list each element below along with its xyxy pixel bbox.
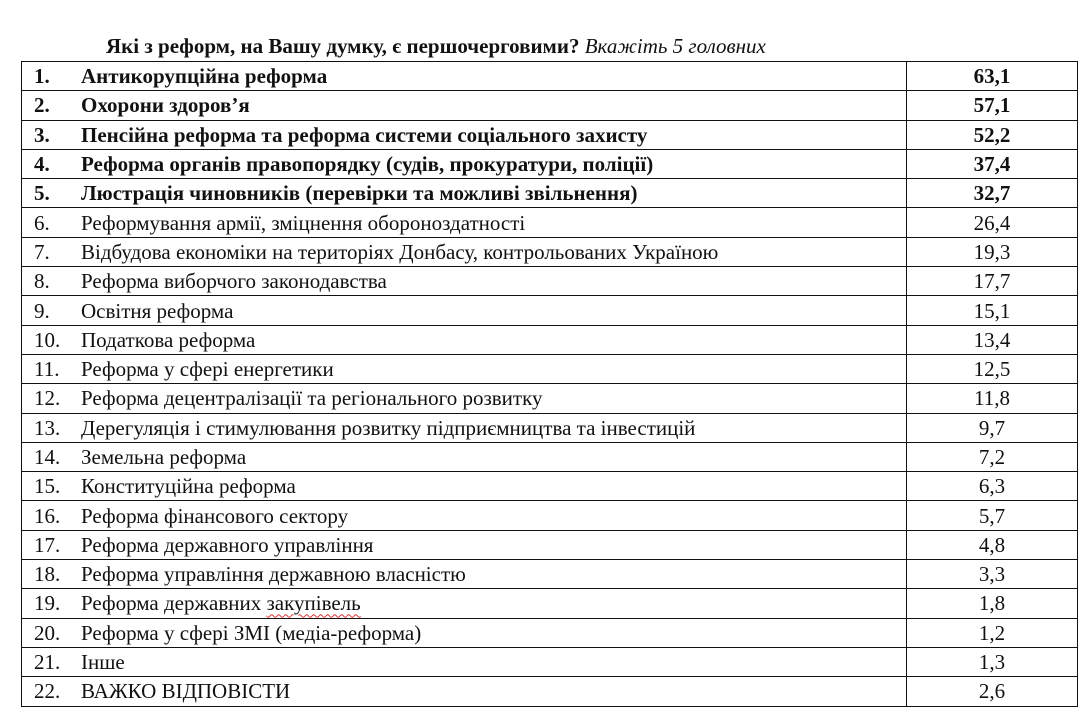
row-number: 20. <box>34 620 61 645</box>
row-number: 14. <box>34 445 61 469</box>
reform-label: ВАЖКО ВІДПОВІСТИ <box>81 679 291 704</box>
row-number: 12. <box>34 386 61 411</box>
reform-label: Інше <box>81 650 125 675</box>
row-number: 2. <box>34 93 50 118</box>
percent-value: 19,3 <box>907 237 1078 266</box>
reform-label: Реформа державного управління <box>81 532 374 557</box>
percent-value: 1,2 <box>907 618 1078 647</box>
reform-label: Реформа фінансового сектору <box>81 503 349 528</box>
reform-label: Пенсійна реформа та реформа системи соціального захисту <box>81 122 648 147</box>
percent-value: 4,8 <box>907 530 1078 559</box>
table-row <box>22 120 1078 149</box>
table-row <box>22 501 1078 530</box>
survey-instruction: Вкажіть 5 головних <box>584 34 766 58</box>
reform-label: Реформа у сфері енергетики <box>81 357 334 382</box>
table-row <box>22 618 1078 647</box>
percent-value: 9,7 <box>907 413 1078 442</box>
row-number: 19. <box>34 591 61 616</box>
percent-value: 15,1 <box>907 296 1078 325</box>
row-number: 3. <box>34 122 50 147</box>
reform-label: Податкова реформа <box>81 327 256 352</box>
table-row <box>22 267 1078 296</box>
reform-label: Дерегуляція і стимулювання розвитку підприємництва та інвестицій <box>81 415 696 440</box>
percent-value: 7,2 <box>907 442 1078 471</box>
percent-value: 26,4 <box>907 208 1078 237</box>
reform-label: Відбудова економіки на територіях Донбасу, контрольованих Україною <box>81 239 719 264</box>
table-row <box>22 325 1078 354</box>
reform-label: Реформування армії, зміцнення обороноздатності <box>81 210 526 235</box>
row-number: 8. <box>34 269 50 294</box>
percent-value: 2,6 <box>907 677 1078 706</box>
table-row <box>22 589 1078 618</box>
reform-label <box>81 591 361 615</box>
percent-value: 57,1 <box>907 91 1078 120</box>
reform-label: Конституційна реформа <box>81 474 296 499</box>
percent-value: 37,4 <box>907 149 1078 178</box>
table-row <box>22 442 1078 471</box>
row-number: 11. <box>34 357 60 382</box>
percent-value: 1,8 <box>907 589 1078 618</box>
table-row <box>22 472 1078 501</box>
reform-label: Реформа виборчого законодавства <box>81 269 387 294</box>
table-title <box>106 33 766 59</box>
reform-label: Реформа у сфері ЗМІ (медіа-реформа) <box>81 620 422 645</box>
row-number: 18. <box>34 562 61 587</box>
table-row <box>22 677 1078 706</box>
row-number: 7. <box>34 239 50 264</box>
reform-label: Охорони здоров’я <box>81 93 250 118</box>
table-row <box>22 530 1078 559</box>
reform-label: Реформа децентралізації та регіонального розвитку <box>81 386 543 411</box>
table-row <box>22 91 1078 120</box>
table-row <box>22 384 1078 413</box>
table-row <box>22 149 1078 178</box>
table-row <box>22 179 1078 208</box>
table-row <box>22 237 1078 266</box>
reform-label-prefix: Реформа державних <box>81 591 267 616</box>
percent-value: 12,5 <box>907 354 1078 383</box>
percent-value: 32,7 <box>907 179 1078 208</box>
percent-value: 1,3 <box>907 647 1078 676</box>
percent-value: 52,2 <box>907 120 1078 149</box>
row-number: 13. <box>34 415 61 440</box>
row-number: 22. <box>34 679 61 704</box>
percent-value: 63,1 <box>907 62 1078 91</box>
table-row <box>22 354 1078 383</box>
row-number: 5. <box>34 181 50 206</box>
table-row <box>22 296 1078 325</box>
percent-value: 11,8 <box>907 384 1078 413</box>
reform-label: Люстрація чиновників (перевірки та можливі звільнення) <box>81 181 638 206</box>
percent-value: 5,7 <box>907 501 1078 530</box>
reforms-table <box>21 61 1078 707</box>
row-number: 4. <box>34 152 50 177</box>
percent-value: 13,4 <box>907 325 1078 354</box>
row-number: 17. <box>34 532 61 557</box>
reform-label: Освітня реформа <box>81 298 234 323</box>
table-row <box>22 208 1078 237</box>
reform-label: Земельна реформа <box>81 445 247 469</box>
row-number: 6. <box>34 210 50 235</box>
table-row <box>22 560 1078 589</box>
percent-value: 3,3 <box>907 560 1078 589</box>
percent-value: 6,3 <box>907 472 1078 501</box>
percent-value: 17,7 <box>907 267 1078 296</box>
reform-label: Реформа управління державною власністю <box>81 562 466 587</box>
reform-label: Антикорупційна реформа <box>81 64 328 89</box>
row-number: 21. <box>34 650 61 675</box>
row-number: 16. <box>34 503 61 528</box>
table-row <box>22 413 1078 442</box>
spellcheck-flagged-word: закупівель <box>266 591 361 616</box>
row-number: 15. <box>34 474 61 499</box>
row-number: 9. <box>34 298 50 323</box>
table-row <box>22 62 1078 91</box>
table-row <box>22 647 1078 676</box>
row-number: 1. <box>34 64 50 89</box>
row-number: 10. <box>34 327 61 352</box>
survey-question: Які з реформ, на Вашу думку, є першочерговими? <box>106 34 580 58</box>
reform-label: Реформа органів правопорядку (судів, прокуратури, поліції) <box>81 152 654 177</box>
